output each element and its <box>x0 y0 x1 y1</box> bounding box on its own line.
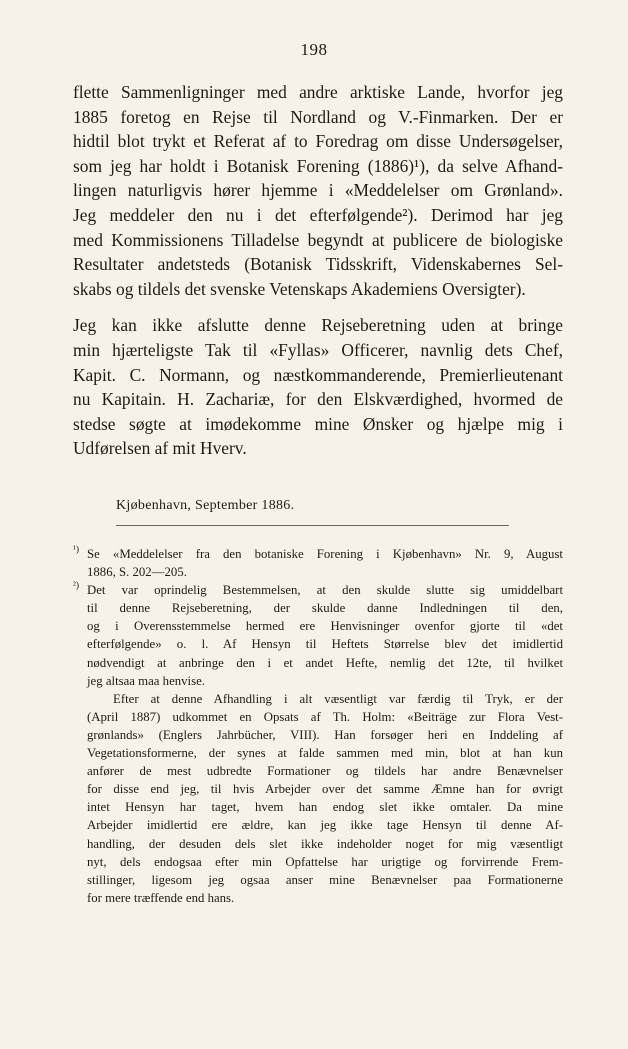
footnote-marker: ¹) <box>73 545 80 555</box>
footnote-line: og i Overensstemmelse hermed ere Henvisninger ovenfor gjorte til «det <box>87 619 563 634</box>
text-line: Udførelsen af mit Hverv. <box>73 438 247 459</box>
footnote-line: nødvendigt at anbringe den i et andet Hefte, nemlig det 12te, til hvilket <box>87 655 563 670</box>
text-line: Resultater andetsteds (Botanisk Tidsskrift, Videnskabernes Sel- <box>73 254 563 275</box>
footnote-line: anfører de mest udbredte Formationer og tildels har andre Benævnelser <box>87 764 563 779</box>
text-line: stedse søgte at imødekomme mine Ønsker og hjælpe mig i <box>73 413 563 434</box>
footnote-line: efterfølgende» o. l. Af Hensyn til Heftets Størrelse blev det imidlertid <box>87 637 563 652</box>
footnote-line: for disse end jeg, til hvis Arbejder over det samme Æmne han for øvrigt <box>87 782 563 797</box>
text-line: hidtil blot trykt et Referat af to Foredrag om disse Undersøgelser, <box>73 131 563 152</box>
footnote-line <box>73 545 563 563</box>
footnote-divider <box>116 525 509 526</box>
text-line: med Kommissionens Tilladelse begyndt at publicere de biologiske <box>73 229 563 250</box>
text-line: 1885 foretog en Rejse til Nordland og V.-Finmarken. Der er <box>73 106 563 127</box>
footnote-line: for mere træffende end hans. <box>87 890 235 905</box>
footnote-text: Det var oprindelig Bestemmelsen, at den skulde slutte sig umiddelbart <box>87 583 563 598</box>
footnote-line: til denne Rejseberetning, der skulde danne Indledningen til den, <box>87 601 563 616</box>
text-line: min hjærteligste Tak til «Fyllas» Officerer, navnlig dets Chef, <box>73 339 563 360</box>
text-line: lingen naturligvis hører hjemme i «Meddelelser om Grønland». <box>73 180 563 201</box>
footnotes <box>73 545 563 907</box>
paragraph-gap <box>73 301 563 313</box>
place-date: Kjøbenhavn, September 1886. <box>116 498 295 513</box>
text-line: skabs og tildels det svenske Vetenskaps Akademiens Oversigter). <box>73 278 526 299</box>
paragraph-1 <box>73 80 563 301</box>
footnote-line: Arbejder imidlertid ere ældre, kan jeg ikke tage Hensyn til denne Af- <box>87 818 563 833</box>
footnote-line: nyt, dels endogsaa efter min Opfattelse har urigtige og forvirrende Frem- <box>87 854 563 869</box>
text-line: nu Kapitain. H. Zachariæ, for den Elskværdighed, hvormed de <box>73 389 563 410</box>
text-line: som jeg har holdt i Botanisk Forening (1886)¹), da selve Afhand- <box>73 155 563 176</box>
footnote-line: grønlands» (Englers Jahrbücher, VIII). Han forsøger heri en Inddeling af <box>87 727 563 742</box>
text-line: Jeg kan ikke afslutte denne Rejseberetning uden at bringe <box>73 315 563 336</box>
footnote-marker: ²) <box>73 581 80 592</box>
footnote-line: Vegetationsformerne, der synes at falde sammen med min, blot at han kun <box>87 746 563 761</box>
footnote-line: jeg altsaa maa henvise. <box>87 673 205 688</box>
paragraph-2 <box>73 313 563 461</box>
footnote-line: (April 1887) udkommet en Opsats af Th. Holm: «Beiträge zur Flora Vest- <box>87 709 563 724</box>
text-line: Jeg meddeler den nu i det efterfølgende²). Derimod har jeg <box>73 204 563 225</box>
footnote-2 <box>73 581 563 907</box>
text-line: flette Sammenligninger med andre arktiske Lande, hvorfor jeg <box>73 82 563 102</box>
footnote-1 <box>73 545 563 581</box>
page-number: 198 <box>300 40 328 59</box>
footnote-line <box>73 581 563 599</box>
footnote-line: Efter at denne Afhandling i alt væsentligt var færdig til Tryk, er der <box>113 691 563 706</box>
footnote-line: intet Hensyn har taget, hvem han endog slet ikke omtaler. Da mine <box>87 800 563 815</box>
footnote-text: Se «Meddelelser fra den botaniske Forening i Kjøbenhavn» Nr. 9, August <box>87 547 563 561</box>
footnote-line: 1886, S. 202—205. <box>87 565 187 580</box>
text-line: Kapit. C. Normann, og næstkommanderende, Premierlieutenant <box>73 364 563 385</box>
footnote-line: handling, der desuden dels slet ikke indeholder noget for mig væsentligt <box>87 836 563 851</box>
body-text <box>73 80 563 461</box>
footnote-line: stillinger, ligesom jeg ogsaa anser mine Benævnelser paa Formationerne <box>87 872 563 887</box>
